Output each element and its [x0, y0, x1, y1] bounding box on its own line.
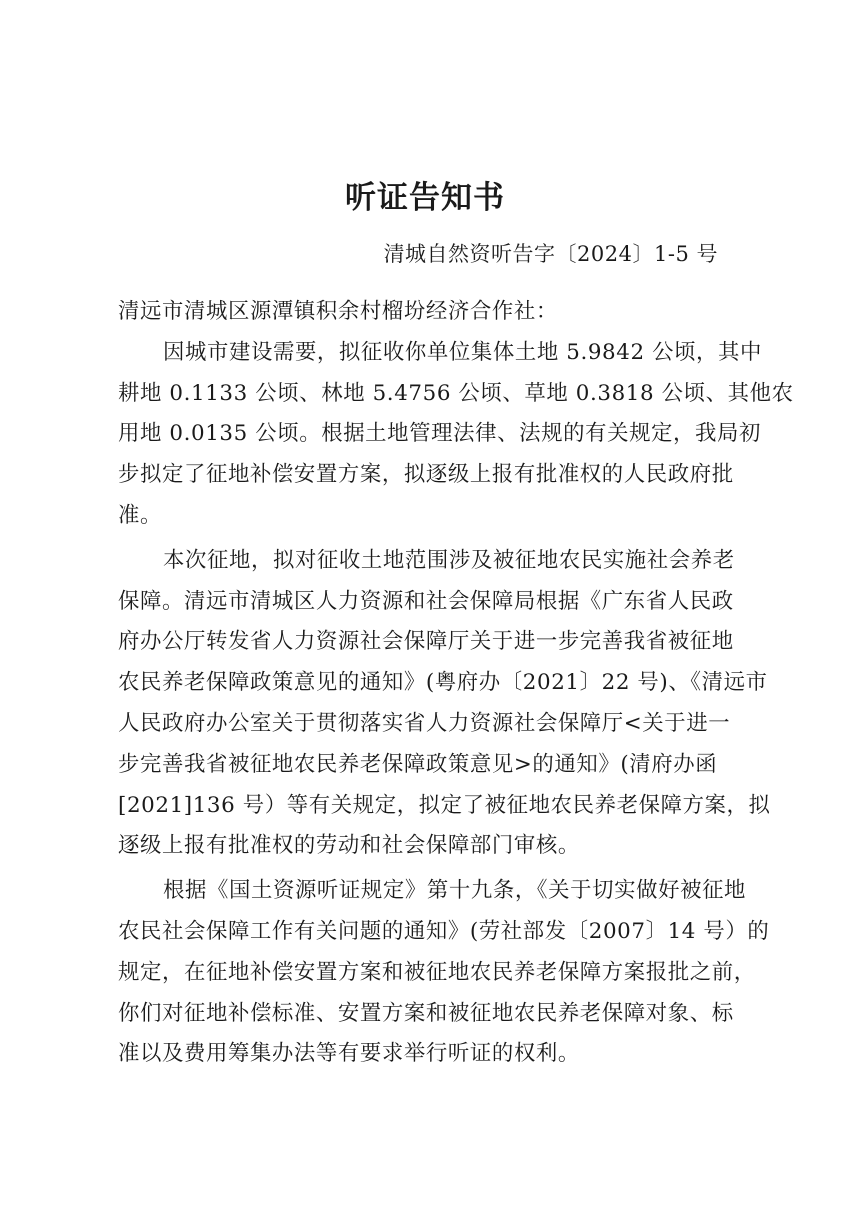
- paragraph-line: 步完善我省被征地农民养老保障政策意见>的通知》(清府办函: [118, 751, 718, 777]
- paragraph-3: [118, 871, 770, 1075]
- paragraph-line: 保障。清远市清城区人力资源和社会保障局根据《广东省人民政: [118, 588, 734, 614]
- paragraph-line: 农民社会保障工作有关问题的通知》(劳社部发〔2007〕14 号）的: [118, 918, 770, 944]
- paragraph-line: 耕地 0.1133 公顷、林地 5.4756 公顷、草地 0.3818 公顷、其他农: [118, 380, 794, 406]
- paragraph-line: 根据《国土资源听证规定》第十九条，《关于切实做好被征地: [163, 878, 747, 904]
- paragraph-line: 因城市建设需要，拟征收你单位集体土地 5.9842 公顷，其中: [163, 339, 763, 365]
- paragraph-line: 府办公厅转发省人力资源社会保障厅关于进一步完善我省被征地: [118, 629, 734, 655]
- paragraph-line: 本次征地，拟对征收土地范围涉及被征地农民实施社会养老: [163, 547, 735, 573]
- document-body: [118, 292, 794, 1075]
- paragraph-line: 准。: [118, 502, 162, 528]
- paragraph-line: 逐级上报有批准权的劳动和社会保障部门审核。: [118, 833, 580, 859]
- document-title: 听证告知书: [345, 180, 505, 216]
- paragraph-line: 步拟定了征地补偿安置方案，拟逐级上报有批准权的人民政府批: [118, 462, 734, 488]
- paragraph-line: 你们对征地补偿标准、安置方案和被征地农民养老保障对象、标: [118, 1000, 734, 1026]
- paragraph-line: 农民养老保障政策意见的通知》(粤府办〔2021〕22 号)、《清远市: [118, 670, 768, 696]
- paragraph-line: 规定，在征地补偿安置方案和被征地农民养老保障方案报批之前，: [118, 959, 756, 985]
- paragraph-1: [118, 333, 794, 537]
- paragraph-2: [118, 541, 771, 867]
- paragraph-line: [2021]136 号）等有关规定，拟定了被征地农民养老保障方案，拟: [118, 792, 771, 818]
- document-number: 清城自然资听告字〔2024〕1-5 号: [383, 242, 718, 266]
- paragraph-line: 用地 0.0135 公顷。根据土地管理法律、法规的有关规定，我局初: [118, 421, 762, 447]
- paragraph-line: 人民政府办公室关于贯彻落实省人力资源社会保障厅<关于进一: [118, 710, 731, 736]
- paragraph-line: 准以及费用筹集办法等有要求举行听证的权利。: [118, 1041, 580, 1067]
- addressee: 清远市清城区源潭镇积余村榴坋经济合作社：: [118, 299, 558, 324]
